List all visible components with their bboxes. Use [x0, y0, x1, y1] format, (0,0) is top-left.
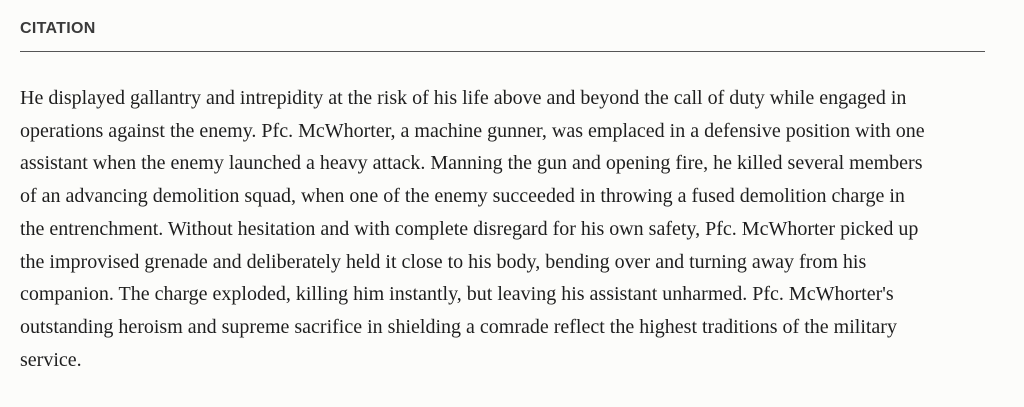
- citation-line: He displayed gallantry and intrepidity at the risk of his life above and beyond the call of duty while engaged in: [20, 87, 907, 109]
- citation-line: assistant when the enemy launched a heavy attack. Manning the gun and opening fire, he killed several members: [20, 152, 923, 175]
- section-heading: CITATION: [20, 20, 96, 37]
- citation-line: companion. The charge exploded, killing him instantly, but leaving his assistant unharmed. Pfc. McWhorter's: [20, 283, 894, 306]
- citation-line: the entrenchment. Without hesitation and with complete disregard for his own safety, Pfc. McWhorter picked up: [20, 217, 919, 240]
- citation-line: the improvised grenade and deliberately held it close to his body, bending over and turning away from his: [20, 250, 867, 273]
- citation-line: outstanding heroism and supreme sacrifice in shielding a comrade reflect the highest traditions of the military: [20, 315, 897, 338]
- citation-line: of an advancing demolition squad, when one of the enemy succeeded in throwing a fused demolition charge in: [20, 185, 905, 208]
- heading-divider: [20, 51, 985, 52]
- citation-line: service.: [20, 348, 82, 371]
- citation-line: operations against the enemy. Pfc. McWhorter, a machine gunner, was emplaced in a defensive position with one: [20, 119, 925, 142]
- citation-text: [20, 82, 995, 376]
